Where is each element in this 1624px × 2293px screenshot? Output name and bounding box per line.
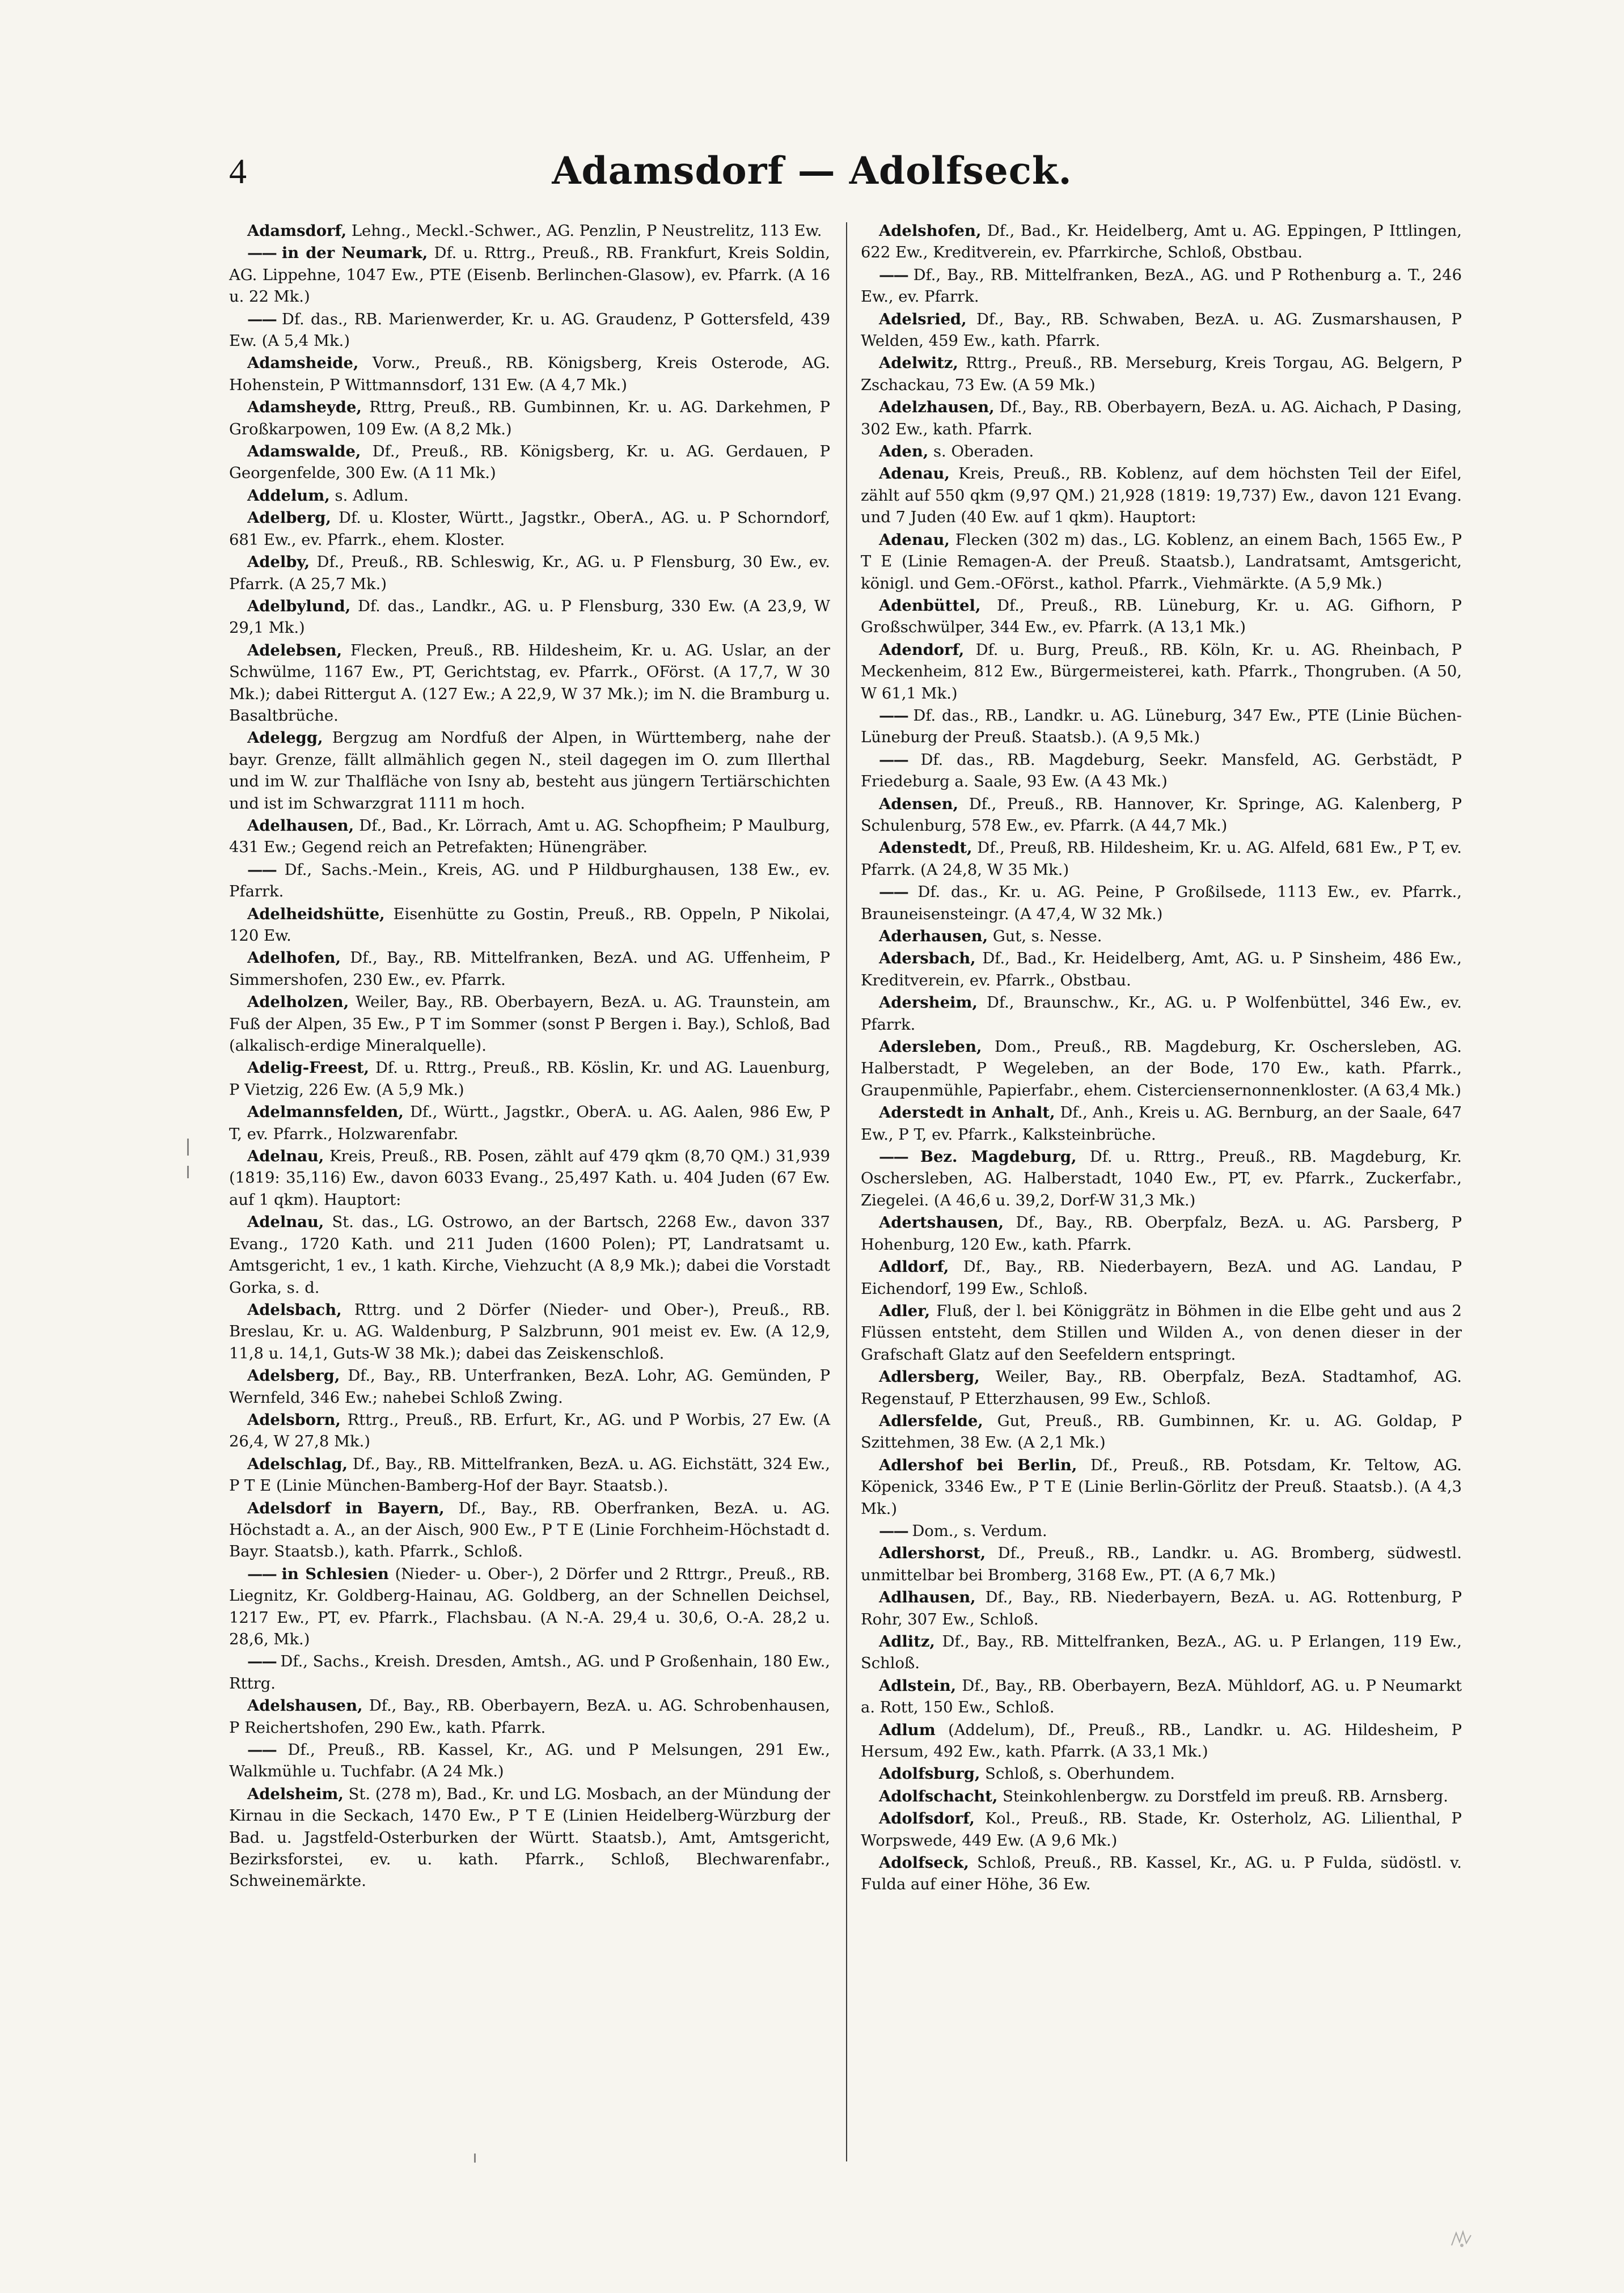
- entry-headword: Adelsbach,: [247, 1300, 342, 1319]
- entry-text: Df., Bay., RB. Mittelfranken, BezA. und AG. Uffenheim, P Simmershofen, 230 Ew., ev. Pfarrk.: [229, 949, 830, 989]
- gazetteer-entry: [229, 859, 830, 903]
- gazetteer-entry: [861, 220, 1462, 264]
- entry-headword: Adelshofen,: [879, 222, 982, 240]
- entry-text: Schloß, s. Oberhundem.: [980, 1765, 1175, 1783]
- entry-text: Rttrg. und 2 Dörfer (Nieder- und Ober-), Preuß., RB. Breslau, Kr. u. AG. Waldenburg, P Salzbrunn, 901 meist ev. Ew. (A 12,9, 11,8 u. 14,1, Guts-W 38 Mk.); dabei das Zeiskenschloß.: [229, 1301, 830, 1363]
- entry-headword: Adelberg,: [247, 509, 331, 527]
- entry-headword: in Schlesien: [281, 1564, 389, 1583]
- entry-headword: Adolfsburg,: [879, 1765, 980, 1783]
- entry-text: Df., Bad., Kr. Heidelberg, Amt u. AG. Eppingen, P Ittlingen, 622 Ew., Kreditverein, ev. Pfarrkirche, Schloß, Obstbau.: [861, 222, 1462, 262]
- entry-text: Df., Bay., RB. Oberbayern, BezA. Mühldorf, AG. u. P Neumarkt a. Rott, 150 Ew., Schloß.: [861, 1677, 1462, 1717]
- gazetteer-entry: [861, 1146, 1462, 1212]
- repeat-dash: ——: [879, 750, 921, 769]
- entry-headword: Adlhausen,: [879, 1588, 976, 1607]
- gazetteer-entry: [861, 352, 1462, 396]
- gazetteer-entry: [229, 640, 830, 727]
- gazetteer-entry: [229, 396, 830, 441]
- gazetteer-entry: [229, 485, 830, 507]
- entry-text: Df., Bay., RB. Schwaben, BezA. u. AG. Zusmarshausen, P Welden, 459 Ew., kath. Pfarrk.: [861, 310, 1462, 350]
- entry-text: Df. das., RB. Magdeburg, Seekr. Mansfeld, AG. Gerbstädt, P Friedeburg a. Saale, 93 Ew. (A 43 Mk.): [861, 751, 1462, 791]
- entry-headword: Adelshausen,: [247, 1697, 363, 1715]
- gazetteer-entry: [229, 1211, 830, 1299]
- gazetteer-entry: [229, 1563, 830, 1651]
- gazetteer-entry: [861, 1300, 1462, 1366]
- entry-headword: Adelsdorf in Bayern,: [247, 1499, 445, 1517]
- entry-text: Df., Bad., Kr. Heidelberg, Amt, AG. u. P Sinsheim, 486 Ew., Kreditverein, ev. Pfarrk., Obstbau.: [861, 950, 1462, 989]
- entry-headword: Adenau,: [879, 464, 950, 483]
- gazetteer-entry: [229, 220, 830, 242]
- entry-text: Steinkohlenbergw. zu Dorstfeld im preuß. RB. Arnsberg.: [997, 1787, 1448, 1805]
- entry-text: Df., Preuß., RB. Königsberg, Kr. u. AG. Gerdauen, P Georgenfelde, 300 Ew. (A 11 Mk.): [229, 443, 830, 483]
- entry-headword: Adelheidshütte,: [247, 904, 385, 923]
- entry-headword: Adelschlag,: [247, 1454, 348, 1473]
- entry-headword: Adolfseck,: [879, 1854, 969, 1872]
- gazetteer-entry: [229, 1299, 830, 1365]
- gazetteer-entry: [229, 1453, 830, 1497]
- entry-text: Schloß, Preuß., RB. Kassel, Kr., AG. u. P Fulda, südöstl. v. Fulda auf einer Höhe, 36 Ew.: [861, 1854, 1462, 1894]
- gazetteer-entry: [229, 507, 830, 551]
- entry-text: Df. u. Rttrg., Preuß., RB. Magdeburg, Kr. Oschersleben, AG. Halberstadt, 1040 Ew., PT, ev. Pfarrk., Zuckerfabr., Ziegelei. (A 46,6 u. 39,2, Dorf-W 31,3 Mk.): [861, 1148, 1462, 1209]
- gazetteer-entry: [229, 815, 830, 859]
- repeat-dash: ——: [247, 244, 282, 263]
- entry-text: Df., Württ., Jagstkr., OberA. u. AG. Aalen, 986 Ew, P T, ev. Pfarrk., Holzwarenfabr.: [229, 1103, 830, 1143]
- gazetteer-entry: [861, 1763, 1462, 1785]
- entry-text: Df. u. Rttrg., Preuß., RB. Frankfurt, Kreis Soldin, AG. Lippehne, 1047 Ew., PTE (Eisenb. Berlinchen-Glasow), ev. Pfarrk. (A 16 u. 22 Mk.): [229, 244, 830, 306]
- entry-headword: Adelsheim,: [247, 1784, 344, 1803]
- entry-headword: Adelebsen,: [247, 641, 342, 659]
- gazetteer-entry: [861, 881, 1462, 925]
- gazetteer-entry: [861, 463, 1462, 528]
- entry-text: Vorw., Preuß., RB. Königsberg, Kreis Osterode, AG. Hohenstein, P Wittmannsdorf, 131 Ew. (A 4,7 Mk.): [229, 354, 830, 394]
- gazetteer-entry: [861, 1631, 1462, 1675]
- gazetteer-entry: [229, 1145, 830, 1211]
- right-column: [861, 220, 1462, 1896]
- entry-text: Fluß, der l. bei Königgrätz in Böhmen in die Elbe geht und aus 2 Flüssen entsteht, dem Stillen und Wilden A., von denen dieser in der Grafschaft Glatz auf den Seefeldern entspringt.: [861, 1302, 1462, 1364]
- entry-headword: Adler,: [879, 1301, 931, 1320]
- entry-text: Df., Preuß., RB. Lüneburg, Kr. u. AG. Gifhorn, P Großschwülper, 344 Ew., ev. Pfarrk. (A 13,1 Mk.): [861, 596, 1462, 637]
- gazetteer-entry: [861, 1719, 1462, 1763]
- gazetteer-entry: [861, 1852, 1462, 1896]
- gazetteer-entry: [229, 551, 830, 595]
- entry-headword: Adelig-Freest,: [247, 1059, 370, 1077]
- entry-text: Df., Preuß., RB., Landkr. u. AG. Bromberg, südwestl. unmittelbar bei Bromberg, 3168 Ew., PT. (A 6,7 Mk.): [861, 1545, 1462, 1584]
- entry-headword: Adelnau,: [247, 1213, 324, 1232]
- entry-text: Df., Preuß., RB. Potsdam, Kr. Teltow, AG. Köpenick, 3346 Ew., P T E (Linie Berlin-Görlitz der Preuß. Staatsb.). (A 4,3 Mk.): [861, 1456, 1462, 1518]
- gazetteer-entry: [861, 837, 1462, 881]
- column-divider: [846, 222, 847, 2161]
- gazetteer-entry: [861, 705, 1462, 749]
- gazetteer-entry: [861, 749, 1462, 793]
- entry-text: Df., Bay., RB. Oberpfalz, BezA. u. AG. Parsberg, P Hohenburg, 120 Ew., kath. Pfarrk.: [861, 1214, 1462, 1254]
- left-column: [229, 220, 830, 1893]
- gazetteer-entry: [861, 1786, 1462, 1808]
- gazetteer-entry: [861, 992, 1462, 1036]
- gazetteer-entry: [229, 595, 830, 640]
- entry-text: Kreis, Preuß., RB. Posen, zählt auf 479 qkm (8,70 QM.) 31,939 (1819: 35,116) Ew., davon 6033 Evang., 25,497 Kath. u. 404 Juden (67 Ew. auf 1 qkm). Hauptort:: [229, 1148, 830, 1209]
- entry-headword: Aderhausen,: [879, 927, 988, 945]
- gazetteer-entry: [229, 308, 830, 353]
- entry-text: Df. das., Landkr., AG. u. P Flensburg, 330 Ew. (A 23,9, W 29,1 Mk.): [229, 597, 830, 637]
- gazetteer-entry: [229, 1057, 830, 1101]
- page-number: 4: [229, 153, 247, 191]
- entry-headword: Adolfschacht,: [879, 1787, 998, 1805]
- entry-text: Rttrg, Preuß., RB. Gumbinnen, Kr. u. AG. Darkehmen, P Großkarpowen, 109 Ew. (A 8,2 Mk.): [229, 399, 830, 438]
- entry-headword: in der Neumark,: [281, 244, 428, 263]
- gazetteer-entry: [861, 947, 1462, 992]
- entry-headword: Adamsheide,: [247, 354, 359, 373]
- entry-text: Df. das., RB., Landkr. u. AG. Lüneburg, 347 Ew., PTE (Linie Büchen-Lüneburg der Preuß. Staatsb.). (A 9,5 Mk.): [861, 706, 1462, 747]
- entry-text: Rttrg., Preuß., RB. Merseburg, Kreis Torgau, AG. Belgern, P Zschackau, 73 Ew. (A 59 Mk.): [861, 354, 1462, 394]
- entry-text: Flecken, Preuß., RB. Hildesheim, Kr. u. AG. Uslar, an der Schwülme, 1167 Ew., PT, Gerichtstag, ev. Pfarrk., OFörst. (A 17,7, W 30 Mk.); dabei Rittergut A. (127 Ew.; A 22,9, W 37 Mk.); im N. die Bramburg u. Basaltbrüche.: [229, 641, 830, 725]
- gazetteer-entry: [861, 529, 1462, 595]
- entry-headword: Adelnau,: [247, 1147, 324, 1166]
- entry-headword: Adelholzen,: [247, 993, 349, 1012]
- entry-text: Lehng., Meckl.-Schwer., AG. Penzlin, P Neustrelitz, 113 Ew.: [346, 222, 822, 240]
- gazetteer-entry: [229, 352, 830, 396]
- entry-text: (Addelum), Df., Preuß., RB., Landkr. u. AG. Hildesheim, P Hersum, 492 Ew., kath. Pfarrk. (A 33,1 Mk.): [861, 1721, 1462, 1761]
- margin-mark: [187, 1166, 189, 1178]
- entry-headword: Bez. Magdeburg,: [920, 1148, 1077, 1166]
- entry-headword: Adolfsdorf,: [879, 1809, 975, 1828]
- entry-text: Df., Bad., Kr. Lörrach, Amt u. AG. Schopfheim; P Maulburg, 431 Ew.; Gegend reich an Petrefakten; Hünengräber.: [229, 816, 830, 857]
- entry-text: Weiler, Bay., RB. Oberpfalz, BezA. Stadtamhof, AG. Regenstauf, P Etterzhausen, 99 Ew., Schloß.: [861, 1368, 1462, 1408]
- repeat-dash: ——: [247, 310, 282, 328]
- gazetteer-entry: [861, 1675, 1462, 1719]
- entry-text: Df., Preuß., RB. Hannover, Kr. Springe, AG. Kalenberg, P Schulenburg, 578 Ew., ev. Pfarrk. (A 44,7 Mk.): [861, 795, 1462, 835]
- entry-headword: Adelby,: [247, 553, 310, 572]
- entry-text: Df., Bay., RB. Oberbayern, BezA. u. AG. Schrobenhausen, P Reichertshofen, 290 Ew., kath. Pfarrk.: [229, 1697, 830, 1737]
- entry-text: Flecken (302 m) das., LG. Koblenz, an einem Bach, 1565 Ew., P T E (Linie Remagen-A. der Preuß. Staatsb.), Landratsamt, Amtsgericht, königl. und Gem.-OFörst., kathol. Pfarrk., Viehmärkte. (A 5,9 Mk.): [861, 531, 1462, 593]
- entry-headword: Adelwitz,: [879, 354, 958, 373]
- page-header: Adamsdorf — Adolfseck.: [552, 149, 1072, 193]
- entry-headword: Adlershorst,: [879, 1544, 986, 1563]
- entry-text: Df. das., Kr. u. AG. Peine, P Großilsede, 1113 Ew., ev. Pfarrk., Brauneisensteingr. (A 47,4, W 32 Mk.): [861, 883, 1462, 923]
- entry-headword: Adamswalde,: [247, 442, 361, 461]
- entry-text: Df., Bay., RB. Niederbayern, BezA. u. AG. Rottenburg, P Rohr, 307 Ew., Schloß.: [861, 1589, 1462, 1628]
- entry-headword: Adenau,: [879, 530, 950, 549]
- gazetteer-entry: [861, 308, 1462, 353]
- entry-text: Df., Preuß, RB. Hildesheim, Kr. u. AG. Alfeld, 681 Ew., P T, ev. Pfarrk. (A 24,8, W 35 Mk.): [861, 839, 1462, 879]
- gazetteer-entry: [861, 1256, 1462, 1300]
- entry-headword: Adendorf,: [879, 640, 965, 659]
- gazetteer-entry: [861, 925, 1462, 947]
- repeat-dash: ——: [879, 706, 914, 725]
- gazetteer-entry: [229, 1695, 830, 1739]
- gazetteer-entry: [861, 639, 1462, 705]
- entry-text: Bergzug am Nordfuß der Alpen, in Württemberg, nahe der bayr. Grenze, fällt allmählich gegen N., steil dagegen im O. zum Illerthal und im W. zur Thalfläche von Isny ab, besteht aus jüngern Tertiärschichten und ist im Schwarzgrat 1111 m hoch.: [229, 729, 830, 813]
- gazetteer-entry: [861, 441, 1462, 463]
- gazetteer-entry: [861, 595, 1462, 639]
- entry-text: Gut, Preuß., RB. Gumbinnen, Kr. u. AG. Goldap, P Szittehmen, 38 Ew. (A 2,1 Mk.): [861, 1412, 1462, 1452]
- entry-headword: Adenbüttel,: [879, 596, 981, 615]
- entry-text: Df., Sachs., Kreish. Dresden, Amtsh., AG. und P Großenhain, 180 Ew., Rttrg.: [229, 1653, 830, 1693]
- gazetteer-entry: [229, 947, 830, 991]
- gazetteer-entry: [229, 1365, 830, 1409]
- entry-headword: Adlershof bei Berlin,: [879, 1456, 1077, 1474]
- entry-text: Df., Bay., RB. Mittelfranken, BezA. u. AG. Eichstätt, 324 Ew., P T E (Linie München-Bamberg-Hof der Bayr. Staatsb.).: [229, 1455, 830, 1495]
- entry-text: (Nieder- u. Ober-), 2 Dörfer und 2 Rttrgr., Preuß., RB. Liegnitz, Kr. Goldberg-Hainau, AG. Goldberg, an der Schnellen Deichsel, 1217 Ew., PT, ev. Pfarrk., Flachsbau. (A N.-A. 29,4 u. 30,6, O.-A. 28,2 u. 28,6, Mk.): [229, 1565, 830, 1648]
- entry-headword: Adlersberg,: [879, 1368, 980, 1386]
- entry-headword: Adlstein,: [879, 1676, 957, 1695]
- entry-headword: Adelzhausen,: [879, 398, 995, 417]
- entry-text: Rttrg., Preuß., RB. Erfurt, Kr., AG. und P Worbis, 27 Ew. (A 26,4, W 27,8 Mk.): [229, 1411, 830, 1451]
- entry-text: Kreis, Preuß., RB. Koblenz, auf dem höchsten Teil der Eifel, zählt auf 550 qkm (9,97 QM.) 21,928 (1819: 19,737) Ew., davon 121 Evang. und 7 Juden (40 Ew. auf 1 qkm). Hauptort:: [861, 465, 1462, 527]
- entry-headword: Addelum,: [247, 486, 330, 505]
- entry-text: Dom., Preuß., RB. Magdeburg, Kr. Oschersleben, AG. Halberstadt, P Wegeleben, an der Bode, 170 Ew., kath. Pfarrk., Graupenmühle, Papierfabr., ehem. Cisterciensernonnenkloster. (A 63,4 Mk.): [861, 1038, 1462, 1099]
- entry-text: Df., Sachs.-Mein., Kreis, AG. und P Hildburghausen, 138 Ew., ev. Pfarrk.: [229, 861, 830, 901]
- repeat-dash: ——: [247, 1652, 281, 1671]
- repeat-dash: ——: [247, 860, 285, 879]
- gazetteer-entry: [861, 1410, 1462, 1454]
- entry-text: Dom., s. Verdum.: [912, 1522, 1047, 1540]
- entry-text: Gut, s. Nesse.: [988, 928, 1102, 945]
- entry-headword: Adlum: [879, 1720, 936, 1739]
- entry-headword: Adlitz,: [879, 1632, 935, 1651]
- gazetteer-entry: [229, 1409, 830, 1453]
- entry-headword: Aderstedt in Anhalt,: [879, 1103, 1055, 1122]
- entry-text: Df., Bay., RB. Oberbayern, BezA. u. AG. Aichach, P Dasing, 302 Ew., kath. Pfarrk.: [861, 399, 1462, 438]
- gazetteer-entry: [861, 1542, 1462, 1587]
- entry-headword: Adenstedt,: [879, 839, 972, 857]
- repeat-dash: ——: [879, 883, 918, 902]
- entry-text: Df., Braunschw., Kr., AG. u. P Wolfenbüttel, 346 Ew., ev. Pfarrk.: [861, 994, 1462, 1034]
- entry-text: Df., Preuß., RB. Kassel, Kr., AG. und P Melsungen, 291 Ew., Walkmühle u. Tuchfabr. (A 24 Mk.): [229, 1741, 830, 1781]
- gazetteer-entry: [861, 1808, 1462, 1852]
- repeat-dash: ——: [247, 1564, 282, 1583]
- entry-headword: Adensen,: [879, 794, 959, 813]
- gazetteer-entry: [229, 242, 830, 308]
- entry-text: Df., Bay., RB. Niederbayern, BezA. und AG. Landau, P Eichendorf, 199 Ew., Schloß.: [861, 1258, 1462, 1298]
- gazetteer-entry: [861, 264, 1462, 308]
- entry-text: Weiler, Bay., RB. Oberbayern, BezA. u. AG. Traunstein, am Fuß der Alpen, 35 Ew., P T im Sommer (sonst P Bergen i. Bay.), Schloß, Bad (alkalisch-erdige Mineralquelle).: [229, 993, 830, 1055]
- gazetteer-entry: [229, 991, 830, 1057]
- gazetteer-entry: [229, 903, 830, 947]
- margin-mark: [474, 2154, 476, 2163]
- entry-headword: Adlersfelde,: [879, 1411, 983, 1430]
- gazetteer-entry: [861, 793, 1462, 837]
- entry-headword: Adelhausen,: [247, 816, 354, 835]
- entry-text: Df. u. Burg, Preuß., RB. Köln, Kr. u. AG. Rheinbach, P Meckenheim, 812 Ew., Bürgermeisterei, kath. Pfarrk., Thongruben. (A 50, W 61,1 Mk.): [861, 641, 1462, 703]
- repeat-dash: ——: [879, 265, 914, 284]
- entry-text: Df. das., RB. Marienwerder, Kr. u. AG. Graudenz, P Gottersfeld, 439 Ew. (A 5,4 Mk.): [229, 310, 830, 350]
- repeat-dash: ——: [879, 1148, 920, 1166]
- gazetteer-entry: [861, 1520, 1462, 1542]
- entry-text: Df. u. Rttrg., Preuß., RB. Köslin, Kr. und AG. Lauenburg, P Vietzig, 226 Ew. (A 5,9 Mk.): [229, 1059, 830, 1099]
- entry-headword: Adelhofen,: [247, 949, 341, 967]
- entry-text: Df., Preuß., RB. Schleswig, Kr., AG. u. P Flensburg, 30 Ew., ev. Pfarrk. (A 25,7 Mk.): [229, 553, 830, 593]
- entry-text: Df., Anh., Kreis u. AG. Bernburg, an der Saale, 647 Ew., P T, ev. Pfarrk., Kalksteinbrüche.: [861, 1104, 1462, 1144]
- gazetteer-entry: [229, 1497, 830, 1563]
- entry-text: s. Adlum.: [329, 486, 409, 505]
- gazetteer-entry: [861, 1102, 1462, 1146]
- entry-headword: Adelsberg,: [247, 1367, 340, 1385]
- gazetteer-entry: [229, 727, 830, 815]
- gazetteer-entry: [861, 1212, 1462, 1256]
- entry-headword: Adelsried,: [879, 310, 967, 328]
- library-stamp-icon: [1449, 2229, 1474, 2249]
- entry-headword: Adertshausen,: [879, 1213, 1004, 1232]
- repeat-dash: ——: [247, 1741, 288, 1759]
- gazetteer-entry: [229, 1739, 830, 1783]
- entry-headword: Aden,: [879, 442, 929, 461]
- repeat-dash: ——: [879, 1521, 912, 1540]
- entry-text: Df., Bay., RB. Oberfranken, BezA. u. AG. Höchstadt a. A., an der Aisch, 900 Ew., P T E (Linie Forchheim-Höchstadt d. Bayr. Staatsb.), kath. Pfarrk., Schloß.: [229, 1499, 830, 1561]
- entry-headword: Adelsborn,: [247, 1410, 341, 1429]
- entry-text: Kol., Preuß., RB. Stade, Kr. Osterholz, AG. Lilienthal, P Worpswede, 449 Ew. (A 9,6 Mk.): [861, 1810, 1462, 1850]
- margin-mark: [187, 1139, 189, 1156]
- gazetteer-entry: [229, 441, 830, 485]
- entry-headword: Adersheim,: [879, 993, 978, 1012]
- gazetteer-entry: [861, 1366, 1462, 1410]
- entry-headword: Adamsdorf,: [247, 222, 347, 240]
- entry-text: St. das., LG. Ostrowo, an der Bartsch, 2268 Ew., davon 337 Evang., 1720 Kath. und 211 Juden (1600 Polen); PT, Landratsamt u. Amtsgericht, 1 ev., 1 kath. Kirche, Viehzucht (A 8,9 Mk.); dabei die Vorstadt Gorka, s. d.: [229, 1213, 830, 1297]
- gazetteer-entry: [229, 1651, 830, 1695]
- gazetteer-entry: [229, 1101, 830, 1145]
- entry-text: Df. u. Kloster, Württ., Jagstkr., OberA., AG. u. P Schorndorf, 681 Ew., ev. Pfarrk., ehem. Kloster.: [229, 509, 830, 549]
- entry-text: Df., Bay., RB. Unterfranken, BezA. Lohr, AG. Gemünden, P Wernfeld, 346 Ew.; nahebei Schloß Zwing.: [229, 1367, 830, 1407]
- gazetteer-entry: [861, 396, 1462, 441]
- entry-headword: Adamsheyde,: [247, 398, 362, 417]
- entry-text: s. Oberaden.: [928, 443, 1034, 461]
- entry-headword: Adldorf,: [879, 1258, 949, 1276]
- entry-text: Eisenhütte zu Gostin, Preuß., RB. Oppeln, P Nikolai, 120 Ew.: [229, 905, 830, 945]
- gazetteer-entry: [861, 1036, 1462, 1102]
- gazetteer-entry: [861, 1454, 1462, 1520]
- entry-headword: Adelmannsfelden,: [247, 1103, 404, 1122]
- entry-text: Df., Bay., RB. Mittelfranken, BezA., AG. und P Rothenburg a. T., 246 Ew., ev. Pfarrk.: [861, 266, 1462, 306]
- entry-headword: Adersbach,: [879, 949, 976, 968]
- entry-headword: Adersleben,: [879, 1038, 982, 1056]
- entry-headword: Adelbylund,: [247, 596, 351, 615]
- gazetteer-entry: [229, 1783, 830, 1893]
- entry-text: Df., Bay., RB. Mittelfranken, BezA., AG. u. P Erlangen, 119 Ew., Schloß.: [861, 1633, 1462, 1673]
- entry-headword: Adelegg,: [247, 729, 323, 747]
- gazetteer-entry: [861, 1587, 1462, 1631]
- entry-text: St. (278 m), Bad., Kr. und LG. Mosbach, an der Mündung der Kirnau in die Seckach, 1470 Ew., P T E (Linien Heidelberg-Würzburg der Bad. u. Jagstfeld-Osterburken der Württ. Staatsb.), Amt, Amtsgericht, Bezirksforstei, ev. u. kath. Pfarrk., Schloß, Blechwarenfabr., Schweinemärkte.: [229, 1785, 830, 1890]
